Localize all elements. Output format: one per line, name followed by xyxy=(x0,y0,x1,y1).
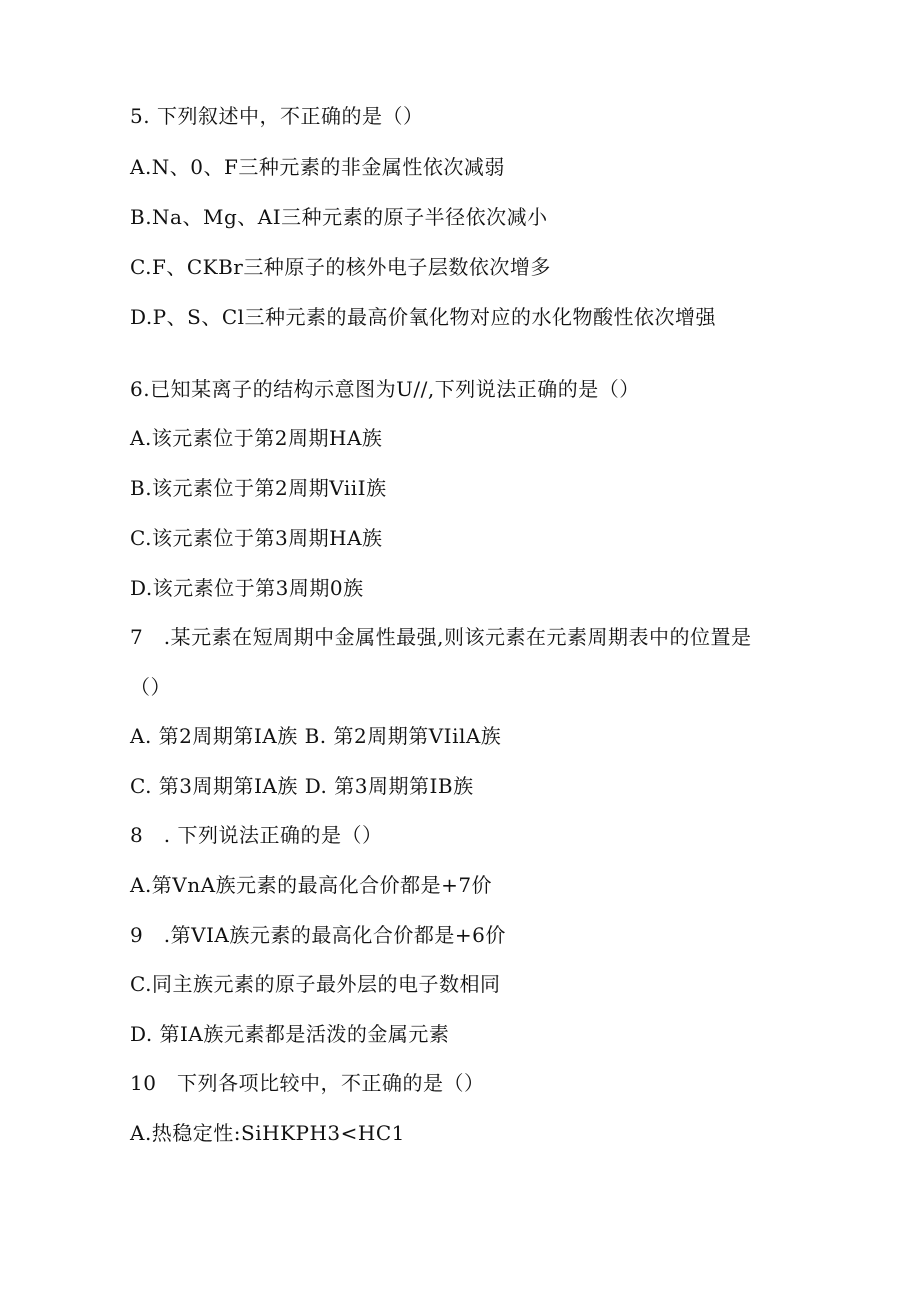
question-8-stem: 8 . 下列说法正确的是（） xyxy=(130,823,383,847)
question-7-stem: 7 .某元素在短周期中金属性最强,则该元素在元素周期表中的位置是 xyxy=(130,625,752,649)
question-6-stem: 6.已知某离子的结构示意图为U//,下列说法正确的是（） xyxy=(130,377,640,401)
question-10-option-a: A.热稳定性:SiHKPH3<HC1 xyxy=(130,1121,405,1145)
question-5-stem: 5. 下列叙述中，不正确的是（） xyxy=(130,104,424,128)
question-8-option-c: C.同主族元素的原子最外层的电子数相同 xyxy=(130,972,501,996)
question-6-option-b: B.该元素位于第2周期ViiI族 xyxy=(130,476,387,500)
question-7-stem-continued: （） xyxy=(130,675,171,699)
question-6-option-d: D.该元素位于第3周期0族 xyxy=(130,576,364,600)
question-10-stem: 10 下列各项比较中，不正确的是（） xyxy=(130,1071,485,1095)
question-5-option-b: B.Na、Mg、AI三种元素的原子半径依次减小 xyxy=(130,205,548,229)
question-8-option-a: A.第VnA族元素的最高化合价都是+7价 xyxy=(130,873,493,897)
question-5-option-c: C.F、CKBr三种原子的核外电子层数依次增多 xyxy=(130,255,551,279)
question-7-options-cd: C. 第3周期第IA族 D. 第3周期第IB族 xyxy=(130,774,474,798)
question-6-option-c: C.该元素位于第3周期HA族 xyxy=(130,526,383,550)
question-5-option-a: A.N、0、F三种元素的非金属性依次减弱 xyxy=(130,155,505,179)
question-6-option-a: A.该元素位于第2周期HA族 xyxy=(130,426,383,450)
question-5-option-d: D.P、S、Cl三种元素的最高价氧化物对应的水化物酸性依次增强 xyxy=(130,305,717,329)
question-7-options-ab: A. 第2周期第IA族 B. 第2周期第VIilA族 xyxy=(130,724,502,748)
question-8-option-d: D. 第IA族元素都是活泼的金属元素 xyxy=(130,1022,450,1046)
question-8-option-b: 9 .第VIA族元素的最高化合价都是+6价 xyxy=(130,923,506,947)
